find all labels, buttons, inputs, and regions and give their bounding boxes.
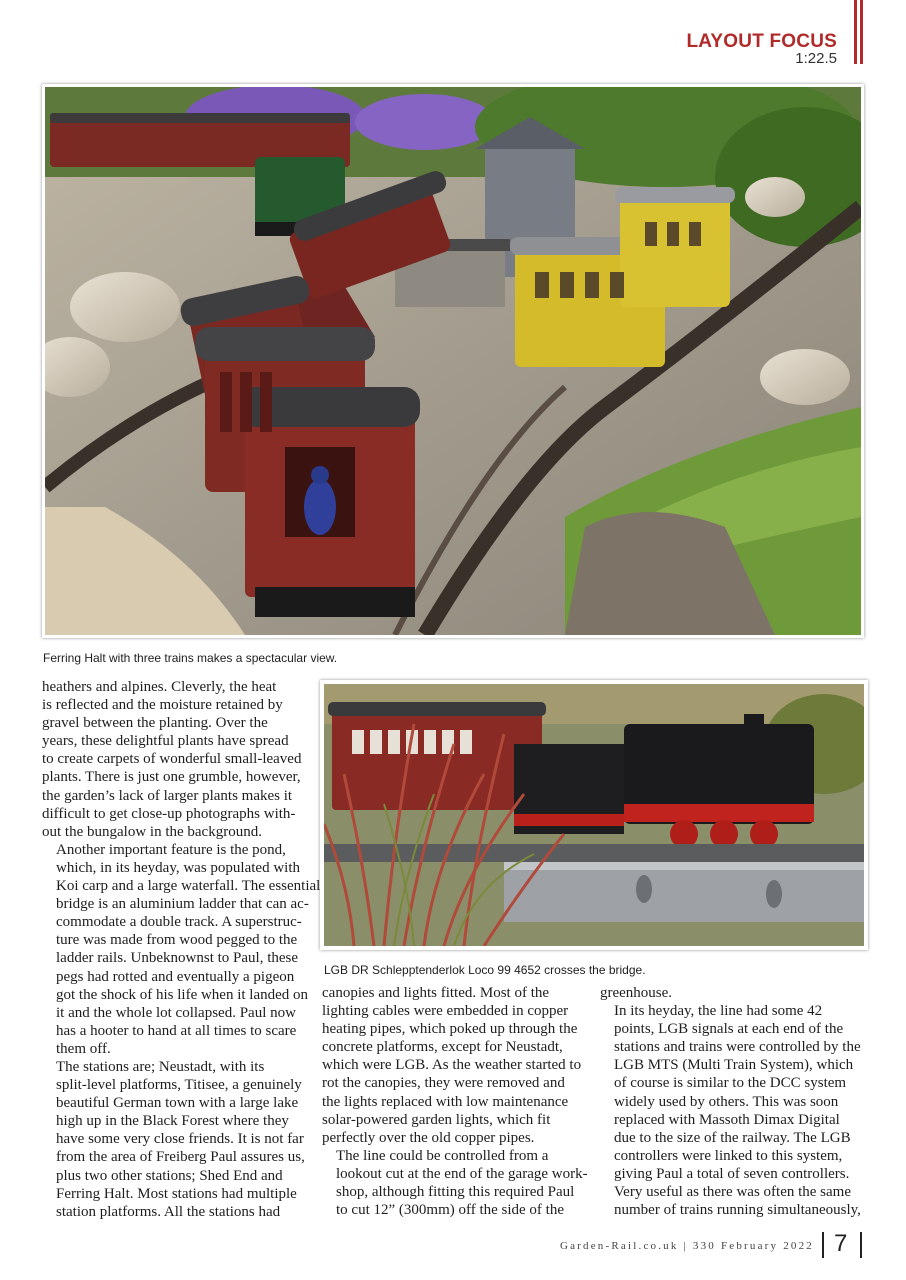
section-title: LAYOUT FOCUS — [686, 31, 837, 52]
text-line: ture was made from wood pegged to the — [56, 932, 298, 949]
text-line: split-level platforms, Titisee, a genuinely — [56, 1077, 302, 1094]
text-line: pegs had rotted and eventually a pigeon — [56, 968, 295, 985]
text-line: concrete platforms, except for Neustadt, — [322, 1039, 563, 1056]
text-line: canopies and lights fitted. Most of the — [322, 985, 550, 1001]
text-line: The line could be controlled from a — [336, 1147, 549, 1164]
text-line: Ferring Halt. Most stations had multiple — [56, 1185, 297, 1202]
text-line: giving Paul a total of seven controllers. — [614, 1165, 850, 1182]
text-column-2 — [322, 984, 590, 1219]
text-line: The stations are; Neustadt, with its — [56, 1058, 265, 1075]
text-line: due to the size of the railway. The LGB — [614, 1129, 851, 1146]
text-line: from the area of Freiberg Paul assures us, — [56, 1149, 305, 1166]
text-line: controllers were linked to this system, — [614, 1147, 843, 1164]
second-photo-image — [324, 684, 864, 946]
main-photo — [42, 84, 864, 638]
text-line: it and the whole lot collapsed. Paul now — [56, 1004, 296, 1021]
text-line: have some very close friends. It is not far — [56, 1131, 304, 1148]
text-line: heathers and alpines. Cleverly, the heat — [42, 679, 277, 695]
second-photo — [320, 680, 868, 950]
text-line: which, in its heyday, was populated with — [56, 859, 300, 876]
text-line: of course is similar to the DCC system — [614, 1075, 847, 1092]
text-line: greenhouse. — [600, 985, 673, 1001]
text-line: high up in the Black Forest where they — [56, 1113, 289, 1130]
text-line: them off. — [56, 1040, 111, 1057]
main-photo-image — [45, 87, 861, 635]
column2-paragraph-1 — [322, 984, 590, 1147]
text-line: years, these delightful plants have spread — [42, 733, 289, 750]
text-line: gravel between the planting. Over the — [42, 715, 268, 732]
text-line: solar-powered garden lights, which fit — [322, 1111, 551, 1128]
column1-paragraph-3 — [42, 1058, 308, 1221]
text-line: points, LGB signals at each end of the — [614, 1021, 844, 1038]
text-column-1 — [42, 678, 321, 1221]
text-line: has a hooter to hand at all times to scare — [56, 1022, 297, 1039]
text-line: commodate a double track. A superstruc- — [56, 914, 302, 931]
text-line: shop, although fitting this required Paul — [336, 1184, 575, 1201]
text-line: the garden’s lack of larger plants makes it — [42, 787, 293, 804]
footer-divider-left — [822, 1232, 824, 1258]
footer-publication: Garden-Rail.co.uk | 330 February 2022 — [559, 1240, 814, 1252]
header-accent-bars — [854, 0, 863, 64]
footer-divider-right — [860, 1232, 862, 1258]
text-line: lighting cables were embedded in copper — [322, 1003, 569, 1020]
column3-paragraph-1 — [600, 984, 868, 1002]
text-line: heating pipes, which poked up through the — [322, 1021, 578, 1038]
text-line: to cut 12” (300mm) off the side of the — [336, 1202, 565, 1219]
text-line: got the shock of his life when it landed on — [56, 986, 309, 1003]
column1-paragraph-1 — [42, 678, 308, 841]
text-line: ladder rails. Unbeknownst to Paul, these — [56, 950, 299, 967]
second-photo-caption: LGB DR Schlepptenderlok Loco 99 4652 crosses the bridge. — [324, 963, 646, 977]
page-number: 7 — [834, 1230, 848, 1257]
text-line: difficult to get close-up photographs with- — [42, 805, 296, 822]
text-line: out the bungalow in the background. — [42, 823, 262, 840]
text-line: which were LGB. As the weather started to — [322, 1057, 582, 1074]
text-line: plants. There is just one grumble, however, — [42, 769, 301, 786]
text-line: replaced with Massoth Dimax Digital — [614, 1111, 840, 1128]
text-line: beautiful German town with a large lake — [56, 1095, 299, 1112]
text-column-3 — [600, 984, 868, 1219]
scale-label: 1:22.5 — [795, 50, 837, 67]
text-line: Koi carp and a large waterfall. The essential — [56, 878, 321, 895]
text-line: bridge is an aluminium ladder that can ac- — [56, 896, 309, 913]
text-line: station platforms. All the stations had — [56, 1203, 281, 1220]
column2-paragraph-2 — [322, 1147, 590, 1219]
text-line: perfectly over the old copper pipes. — [322, 1129, 535, 1146]
text-line: Very useful as there was often the same — [614, 1184, 851, 1201]
text-line: number of trains running simultaneously, — [614, 1202, 861, 1219]
text-line: Another important feature is the pond, — [56, 841, 286, 858]
text-line: lookout cut at the end of the garage work- — [336, 1165, 588, 1182]
text-line: plus two other stations; Shed End and — [56, 1167, 283, 1184]
text-line: to create carpets of wonderful small-leaved — [42, 751, 302, 768]
text-line: widely used by others. This was soon — [614, 1093, 839, 1110]
text-line: In its heyday, the line had some 42 — [614, 1003, 823, 1020]
text-line: the lights replaced with low maintenance — [322, 1093, 569, 1110]
text-line: is reflected and the moisture retained by — [42, 697, 283, 714]
column1-paragraph-2 — [42, 841, 321, 1058]
text-line: LGB MTS (Multi Train System), which — [614, 1057, 854, 1074]
text-line: stations and trains were controlled by the — [614, 1039, 861, 1056]
column3-paragraph-2 — [600, 1002, 868, 1219]
text-line: rot the canopies, they were removed and — [322, 1075, 565, 1092]
main-photo-caption: Ferring Halt with three trains makes a spectacular view. — [43, 651, 338, 665]
